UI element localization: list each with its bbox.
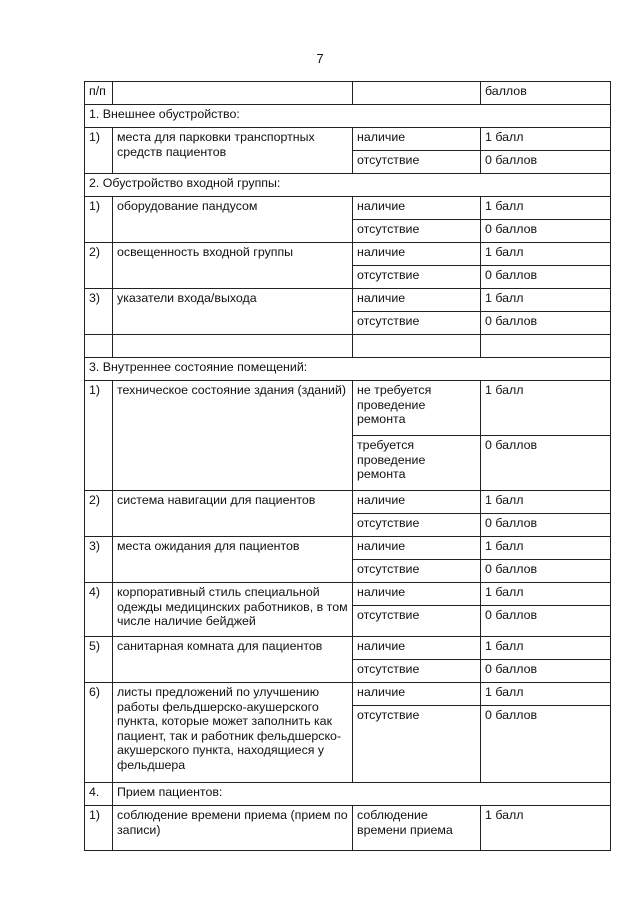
item-number: 6) [85, 683, 113, 783]
item-score: 0 баллов [481, 220, 611, 243]
table-row [85, 128, 611, 151]
item-condition: наличие [353, 128, 481, 151]
item-condition: отсутствие [353, 312, 481, 335]
item-condition: наличие [353, 537, 481, 560]
item-criterion: корпоративный стиль специальной одежды медицинских работников, в том числе наличие бейджей [113, 583, 353, 637]
item-score: 0 баллов [481, 514, 611, 537]
item-condition: отсутствие [353, 560, 481, 583]
item-score: 1 балл [481, 637, 611, 660]
table-header-row [85, 82, 611, 105]
table-row [85, 243, 611, 266]
item-condition: соблюдение времени приема [353, 806, 481, 851]
section-title: 2. Обустройство входной группы: [85, 174, 611, 197]
item-number: 3) [85, 537, 113, 583]
item-criterion: указатели входа/выхода [113, 289, 353, 335]
item-criterion: места ожидания для пациентов [113, 537, 353, 583]
item-condition: наличие [353, 243, 481, 266]
item-score: 0 баллов [481, 436, 611, 491]
item-condition: наличие [353, 637, 481, 660]
item-score: 1 балл [481, 583, 611, 606]
item-score: 0 баллов [481, 560, 611, 583]
item-criterion: места для парковки транспортных средств пациентов [113, 128, 353, 174]
item-criterion: освещенность входной группы [113, 243, 353, 289]
item-criterion: соблюдение времени приема (прием по записи) [113, 806, 353, 851]
item-criterion: система навигации для пациентов [113, 491, 353, 537]
item-score: 1 балл [481, 806, 611, 851]
item-score: 1 балл [481, 537, 611, 560]
item-score: 1 балл [481, 243, 611, 266]
item-condition: требуется проведение ремонта [353, 436, 481, 491]
item-score: 0 баллов [481, 606, 611, 637]
item-condition: наличие [353, 289, 481, 312]
item-score: 0 баллов [481, 266, 611, 289]
item-number: 4) [85, 583, 113, 637]
item-condition: не требуется проведение ремонта [353, 381, 481, 436]
item-score: 0 баллов [481, 312, 611, 335]
item-condition: отсутствие [353, 266, 481, 289]
item-score: 1 балл [481, 289, 611, 312]
item-number: 5) [85, 637, 113, 683]
table-row [85, 683, 611, 706]
section-title-row [85, 358, 611, 381]
item-score: 0 баллов [481, 151, 611, 174]
item-number: 1) [85, 128, 113, 174]
item-score: 1 балл [481, 197, 611, 220]
section-title: 3. Внутреннее состояние помещений: [85, 358, 611, 381]
item-number: 1) [85, 806, 113, 851]
item-number: 3) [85, 289, 113, 335]
item-condition: отсутствие [353, 151, 481, 174]
item-number: 1) [85, 197, 113, 243]
header-col-criterion [113, 82, 353, 105]
table-row [85, 381, 611, 436]
item-score: 0 баллов [481, 706, 611, 783]
item-criterion: санитарная комната для пациентов [113, 637, 353, 683]
item-condition: отсутствие [353, 706, 481, 783]
item-condition: наличие [353, 197, 481, 220]
item-condition: наличие [353, 491, 481, 514]
section-title: Прием пациентов: [113, 783, 611, 806]
header-col-number: п/п [85, 82, 113, 105]
item-condition: отсутствие [353, 660, 481, 683]
item-score: 1 балл [481, 128, 611, 151]
item-score: 1 балл [481, 683, 611, 706]
item-criterion: листы предложений по улучшению работы фельдшерско-акушерского пункта, которые может заполнить как пациент, так и работник фельдшерско-акушерского пункта, находящиеся у фельдшера [113, 683, 353, 783]
page-number: 7 [316, 51, 324, 66]
section-number: 4. [85, 783, 113, 806]
table-row [85, 289, 611, 312]
item-score: 1 балл [481, 381, 611, 436]
table-row [85, 197, 611, 220]
header-col-condition [353, 82, 481, 105]
item-score: 0 баллов [481, 660, 611, 683]
section-title: 1. Внешнее обустройство: [85, 105, 611, 128]
item-criterion: техническое состояние здания (зданий) [113, 381, 353, 491]
criteria-table [84, 81, 611, 851]
section-title-row [85, 174, 611, 197]
item-condition: отсутствие [353, 514, 481, 537]
item-score: 1 балл [481, 491, 611, 514]
item-number: 2) [85, 491, 113, 537]
item-number: 2) [85, 243, 113, 289]
item-condition: отсутствие [353, 220, 481, 243]
item-criterion: оборудование пандусом [113, 197, 353, 243]
table-row [85, 637, 611, 660]
table-row [85, 583, 611, 606]
table-row [85, 537, 611, 560]
item-condition: наличие [353, 583, 481, 606]
table-row [85, 491, 611, 514]
section-title-row [85, 105, 611, 128]
item-condition: отсутствие [353, 606, 481, 637]
section-title-row [85, 783, 611, 806]
item-condition: наличие [353, 683, 481, 706]
item-number: 1) [85, 381, 113, 491]
empty-row [85, 335, 611, 358]
table-row [85, 806, 611, 851]
header-col-score: баллов [481, 82, 611, 105]
